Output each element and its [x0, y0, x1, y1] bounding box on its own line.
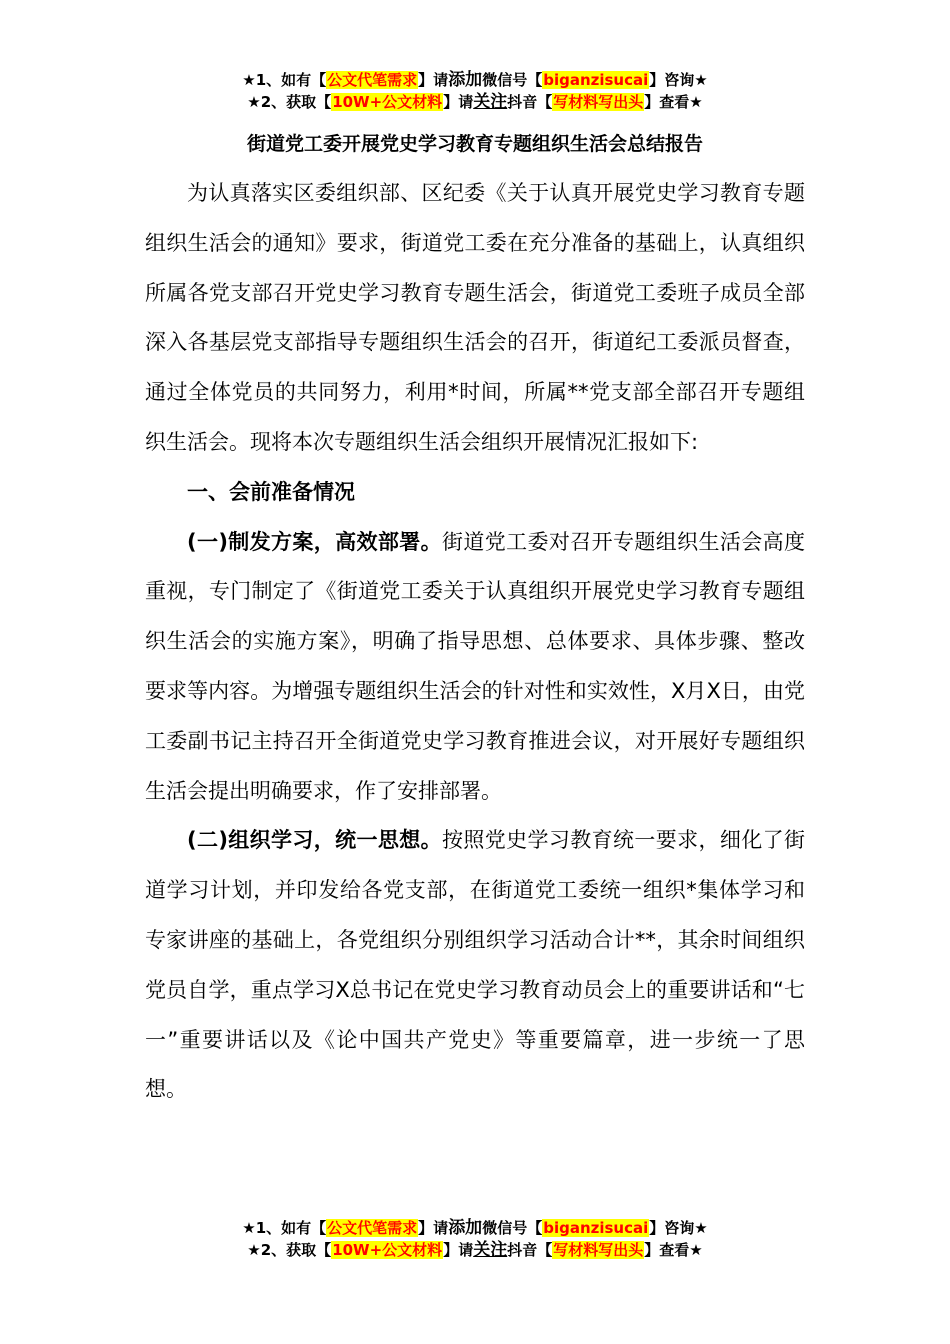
highlight-materials: 10W+公文材料: [332, 1241, 443, 1259]
bottom-promo-banner: [0, 1217, 950, 1261]
promo-line-1: ★1、如有【公文代笔需求】请添加微信号【biganzisucai】咨询★: [242, 1218, 708, 1238]
highlight-writing-service: 公文代笔需求: [327, 71, 418, 89]
highlight-douyin-account: 写材料写出头: [553, 1241, 644, 1259]
highlight-wechat-id: biganzisucai: [543, 1219, 649, 1237]
document-title: 街道党工委开展党史学习教育专题组织生活会总结报告: [246, 133, 703, 155]
promo-line-2: ★2、获取【10W+公文材料】请关注抖音【写材料写出头】查看★: [247, 92, 703, 112]
item-paragraph-1: [145, 518, 805, 817]
highlight-materials: 10W+公文材料: [332, 93, 443, 111]
item-lead-2: (二)组织学习，统一思想。: [187, 828, 443, 853]
item-paragraph-2: [145, 816, 805, 1115]
promo-line-2: ★2、获取【10W+公文材料】请关注抖音【写材料写出头】查看★: [247, 1240, 703, 1260]
highlight-writing-service: 公文代笔需求: [327, 1219, 418, 1237]
promo-line-1: ★1、如有【公文代笔需求】请添加微信号【biganzisucai】咨询★: [242, 70, 708, 90]
item-text-1: 街道党工委对召开专题组织生活会高度重视，专门制定了《街道党工委关于认真组织开展党史学习教育专题组织生活会的实施方案》，明确了指导思想、总体要求、具体步骤、整改要求等内容。为增强专题组织生活会的针对性和实效性，X月X日，由党工委副书记主持召开全街道党史学习教育推进会议，对开展好专题组织生活会提出明确要求，作了安排部署。: [145, 529, 806, 803]
item-text-2: 按照党史学习教育统一要求，细化了街道学习计划，并印发给各党支部，在街道党工委统一组织*集体学习和专家讲座的基础上，各党组织分别组织学习活动合计**，其余时间组织党员自学，重点学习X总书记在党史学习教育动员会上的重要讲话和“七一”重要讲话以及《论中国共产党史》等重要篇章，进一步统一了思想。: [145, 828, 806, 1102]
highlight-wechat-id: biganzisucai: [543, 71, 649, 89]
item-lead-1: (一)制发方案，高效部署。: [187, 529, 443, 554]
top-promo-banner: [0, 69, 950, 113]
section-heading-1: 一、会前准备情况: [187, 479, 355, 504]
highlight-douyin-account: 写材料写出头: [553, 93, 644, 111]
intro-paragraph: 为认真落实区委组织部、区纪委《关于认真开展党史学习教育专题组织生活会的通知》要求，街道党工委在充分准备的基础上，认真组织所属各党支部召开党史学习教育专题生活会，街道党工委班子成员全部深入各基层党支部指导专题组织生活会的召开，街道纪工委派员督查，通过全体党员的共同努力，利用*时间，所属**党支部全部召开专题组织生活会。现将本次专题组织生活会组织开展情况汇报如下:: [145, 181, 805, 454]
document-body: [145, 169, 805, 1115]
